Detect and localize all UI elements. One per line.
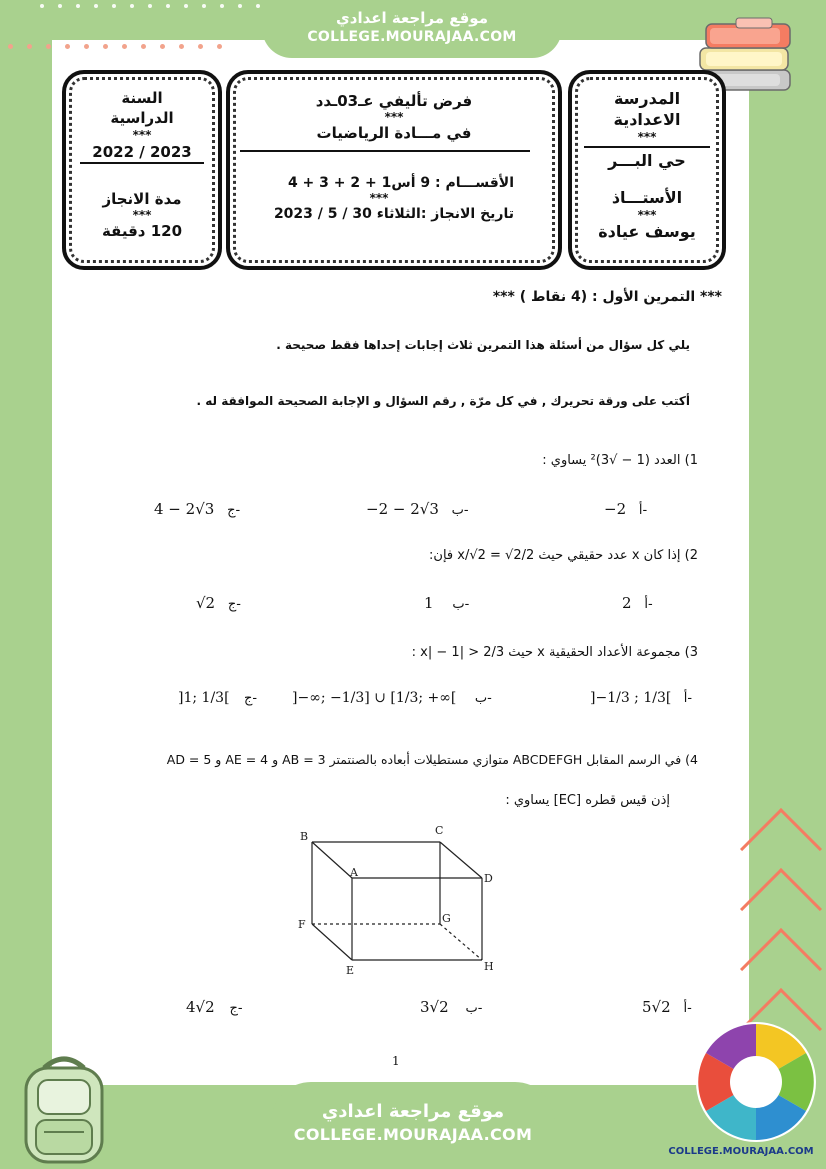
- option-value: ]1; 1/3[: [178, 690, 230, 706]
- school-line-1: المدرسة: [613, 89, 681, 108]
- q3-option-c[interactable]: [178, 690, 257, 706]
- top-dots: [40, 4, 278, 8]
- q1-option-a[interactable]: [604, 500, 647, 518]
- q4-option-b[interactable]: [420, 998, 482, 1016]
- page-number: 1: [392, 1054, 400, 1068]
- option-label: ب-: [452, 597, 470, 612]
- vertex-d: D: [484, 872, 493, 885]
- teacher-name: يوسف عيادة: [598, 222, 696, 241]
- exercise-title: *** التمرين الأول : (4 نقاط ) ***: [492, 289, 722, 305]
- teacher-block: [578, 188, 716, 242]
- option-value: √2: [196, 594, 216, 612]
- q2-option-b[interactable]: [424, 594, 469, 612]
- duration-label: مدة الانجاز: [102, 190, 182, 208]
- option-label: أ-: [683, 1001, 692, 1016]
- exam-date: تاريخ الانجاز :الثلاثاء 30 / 5 / 2023: [273, 206, 514, 222]
- option-label: ب-: [474, 691, 492, 706]
- option-label: ج-: [227, 503, 241, 518]
- vertex-h: H: [484, 960, 494, 973]
- year-value: 2023 / 2022: [80, 142, 204, 164]
- exam-title-block: [236, 92, 552, 143]
- q4-option-c[interactable]: [186, 998, 243, 1016]
- logo-caption: COLLEGE.MOURAJAA.COM: [668, 1146, 814, 1157]
- q1-option-c[interactable]: [154, 500, 240, 518]
- vertex-b: B: [300, 830, 309, 843]
- classes-stars: ***: [369, 191, 389, 205]
- school-name: حي البـــر: [584, 146, 710, 171]
- q1-option-b[interactable]: [366, 500, 469, 518]
- site-banner-bottom[interactable]: [271, 1082, 555, 1169]
- school-line-2: الاعدادية: [613, 110, 681, 129]
- question-4-line-2: إذن قيس قطره [EC] يساوي :: [505, 793, 670, 808]
- question-4: 4) في الرسم المقابل ABCDEFGH متوازي مستطيلات أبعاده بالصنتمتر AB = 3 و AE = 4 و AD = 5: [166, 752, 698, 767]
- question-2: 2) إذا كان x عدد حقيقي حيث x/√2 = √2/2 فإن:: [429, 548, 698, 563]
- option-value: 2: [622, 594, 632, 612]
- year-line-1: السنة: [121, 89, 163, 107]
- q4-option-a[interactable]: [642, 998, 692, 1016]
- option-label: ج-: [227, 597, 241, 612]
- option-value: 1: [424, 594, 434, 612]
- option-value: −2 − 2√3: [366, 500, 439, 518]
- option-label: ب-: [451, 503, 469, 518]
- school-block: [578, 88, 716, 171]
- year-stars: ***: [132, 128, 152, 142]
- vertex-c: C: [435, 824, 444, 837]
- salmon-dots: [8, 44, 222, 49]
- vertex-a: A: [350, 866, 358, 879]
- option-label: ج-: [229, 1001, 243, 1016]
- site-name-arabic: موقع مراجعة اعدادي: [321, 1101, 505, 1122]
- option-value: ]−1/3 ; 1/3[: [590, 690, 672, 706]
- classes: الأقســـام : 9 أس1 + 2 + 3 + 4: [287, 175, 514, 191]
- question-3: 3) مجموعة الأعداد الحقيقية x حيث 2/3 < |x| − 1 :: [411, 645, 698, 660]
- exercise-intro-2: أكتب على ورقة تحريرك , في كل مرّة , رقم السؤال و الإجابة الصحيحة الموافقة له .: [196, 394, 690, 408]
- q3-option-a[interactable]: [590, 690, 692, 706]
- year-block: [72, 88, 212, 164]
- option-label: أ-: [683, 691, 693, 706]
- cuboid-figure: [290, 822, 510, 982]
- vertex-g: G: [442, 912, 451, 925]
- site-name-arabic: موقع مراجعة اعدادي: [336, 9, 488, 27]
- exam-stars: ***: [384, 110, 404, 124]
- option-value: 3√2: [420, 998, 449, 1016]
- duration-block: [72, 190, 212, 241]
- option-label: أ-: [638, 503, 648, 518]
- backpack-icon: [14, 1054, 114, 1166]
- vertex-e: E: [346, 964, 355, 977]
- option-label: أ-: [644, 597, 653, 612]
- option-label: ج-: [243, 691, 258, 706]
- site-url: COLLEGE.MOURAJAA.COM: [293, 1125, 533, 1144]
- option-label: ب-: [465, 1001, 483, 1016]
- duration-stars: ***: [132, 208, 152, 222]
- option-value: ]−∞; −1/3] ∪ [1/3; +∞[: [292, 690, 457, 706]
- option-value: 4√2: [186, 998, 215, 1016]
- q2-option-c[interactable]: [196, 594, 241, 612]
- teacher-stars: ***: [637, 208, 657, 222]
- duration-value: 120 دقيقة: [101, 222, 183, 240]
- classes-block: [244, 174, 514, 223]
- header-divider: [240, 150, 530, 152]
- option-value: 5√2: [642, 998, 671, 1016]
- option-value: 4 − 2√3: [154, 500, 215, 518]
- exam-title: فرض تأليفي عـ03ـدد: [315, 92, 473, 110]
- site-logo-icon: [694, 1020, 818, 1144]
- school-stars: ***: [637, 130, 657, 144]
- question-1: 1) العدد (1 − √3)² يساوي :: [542, 453, 698, 468]
- teacher-label: الأستـــاذ: [611, 188, 683, 207]
- exam-subject: في مـــادة الرياضيات: [316, 124, 472, 142]
- site-banner-top[interactable]: [262, 0, 562, 58]
- site-url: COLLEGE.MOURAJAA.COM: [307, 29, 517, 45]
- q2-option-a[interactable]: [622, 594, 653, 612]
- option-value: −2: [604, 500, 627, 518]
- vertex-f: F: [298, 918, 306, 931]
- exercise-intro-1: يلي كل سؤال من أسئلة هذا التمرين ثلاث إجابات إحداها فقط صحيحة .: [276, 338, 690, 352]
- q3-option-b[interactable]: [292, 690, 492, 706]
- year-line-2: الدراسية: [110, 109, 174, 127]
